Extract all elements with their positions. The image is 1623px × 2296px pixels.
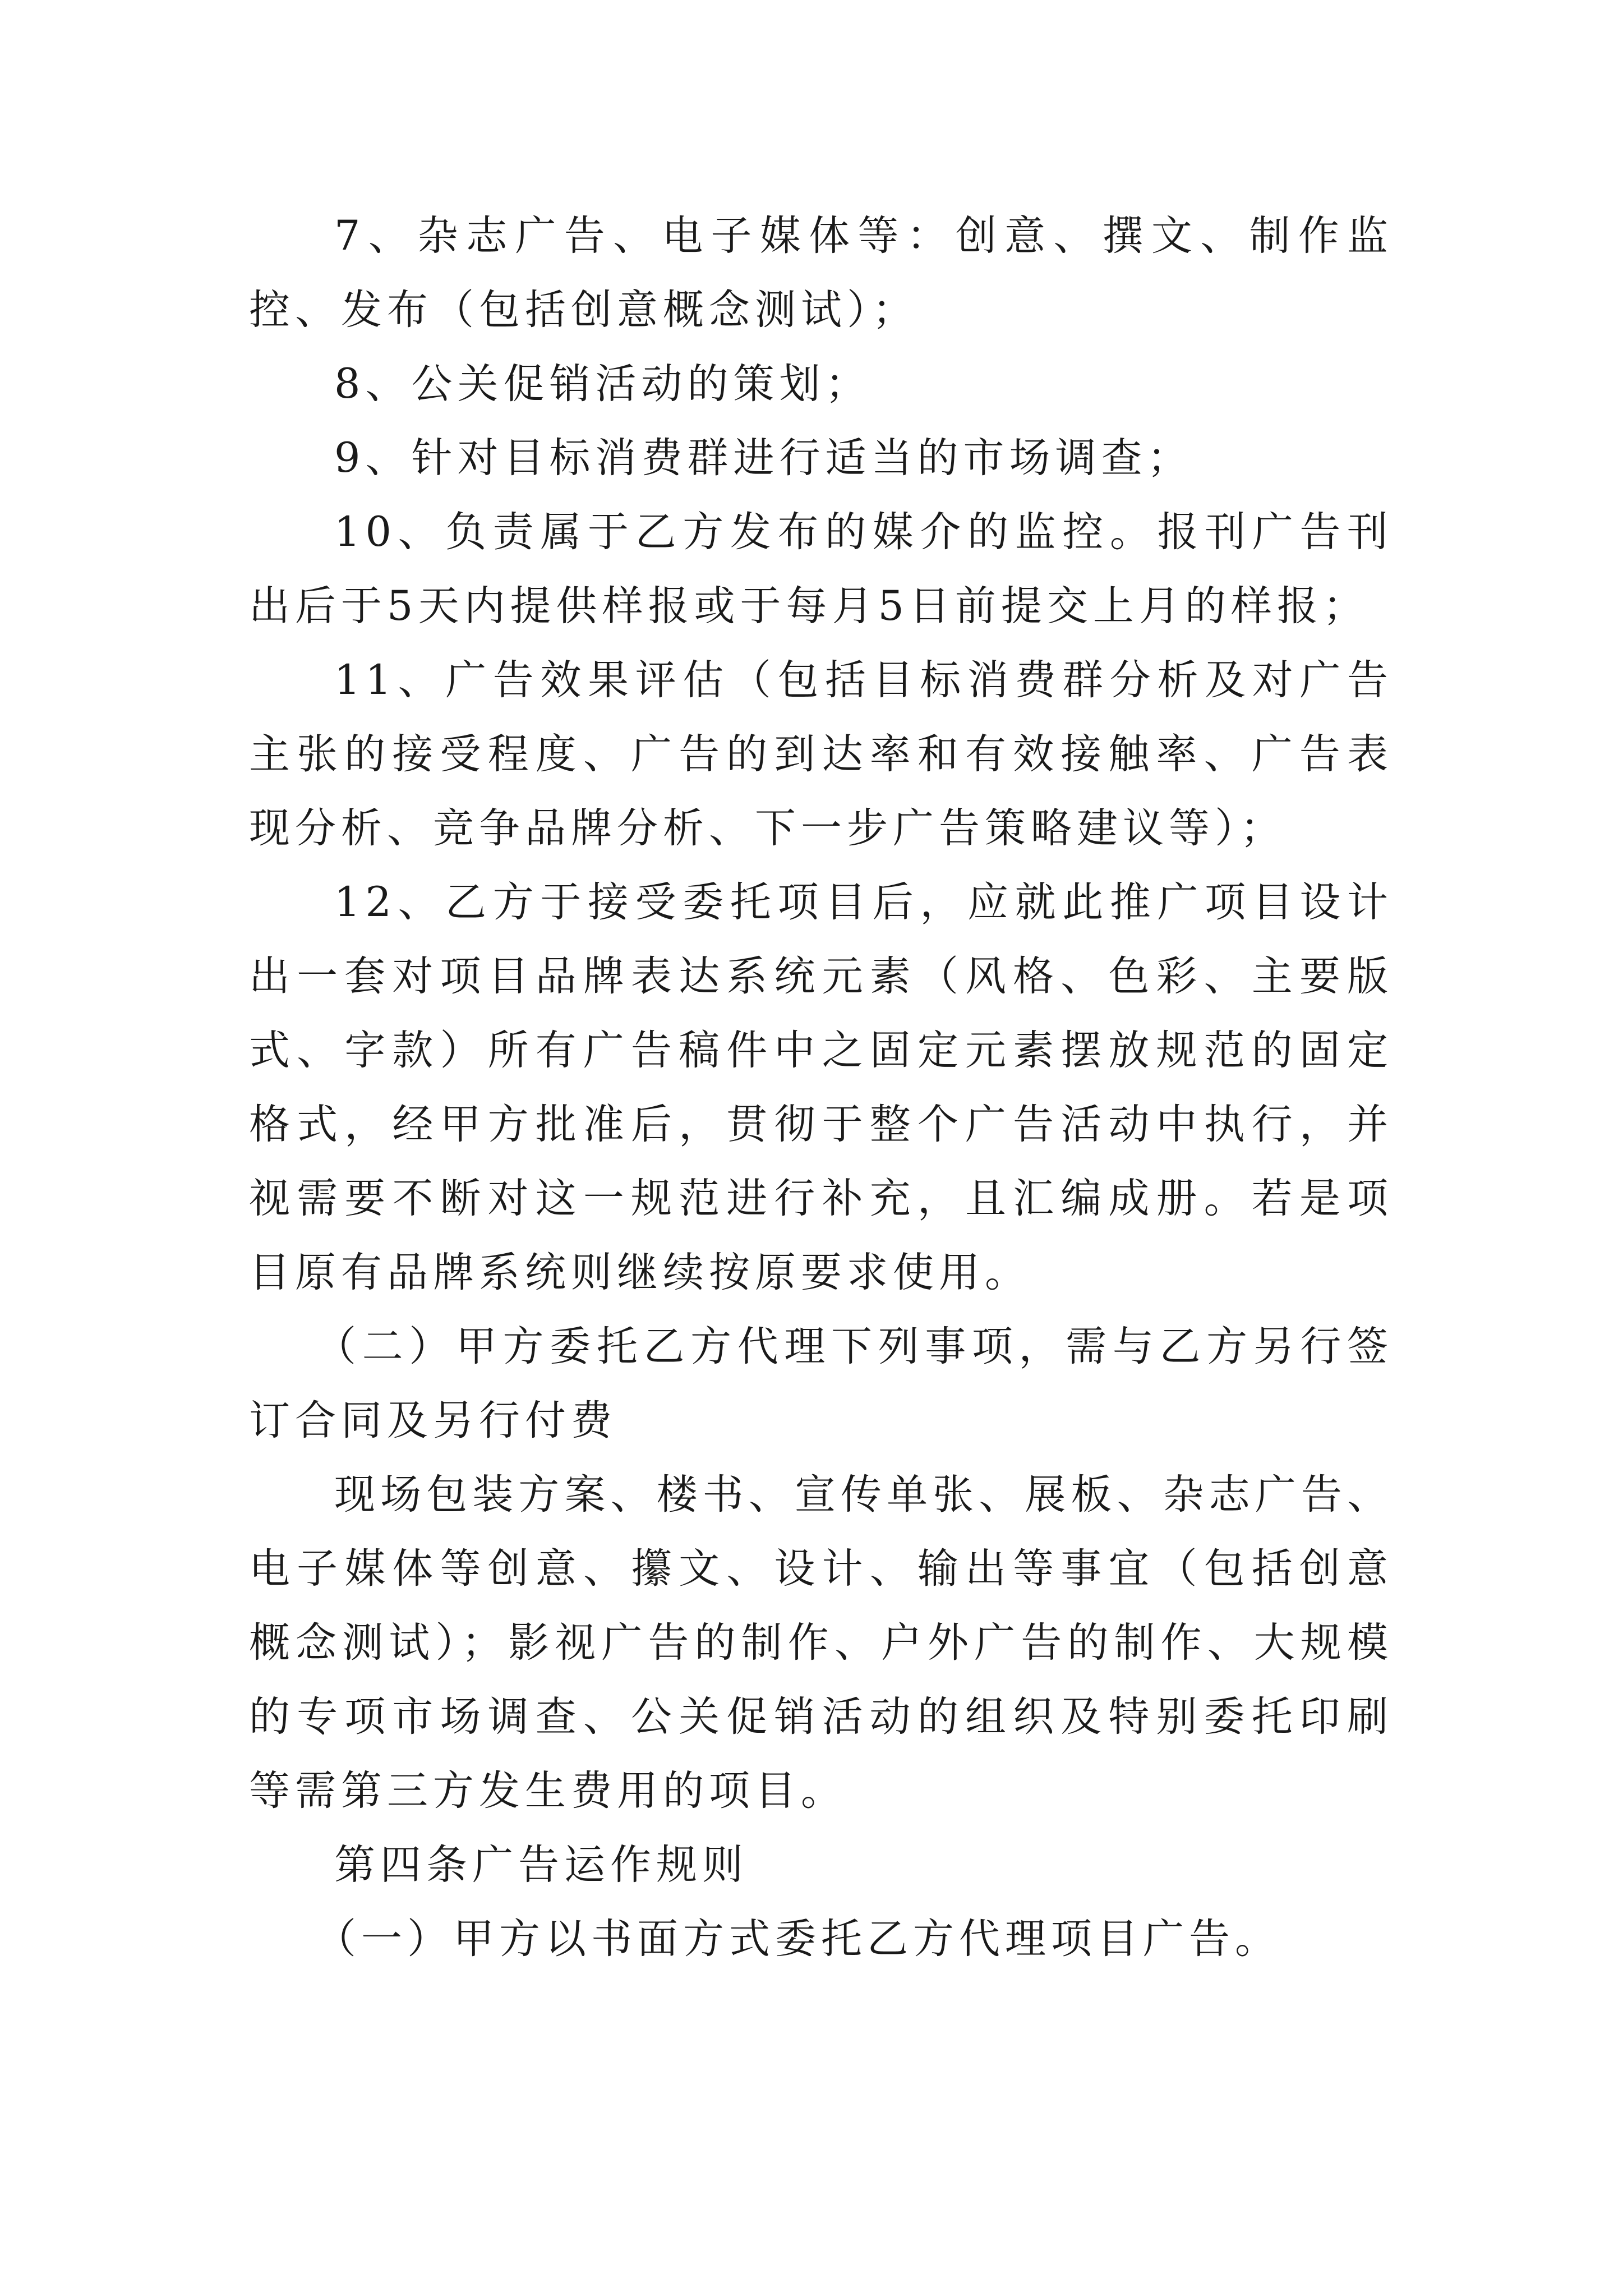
document-body [249, 199, 1393, 1976]
paragraph-item-8: 8、公关促销活动的策划； [334, 360, 872, 408]
paragraph-item-9: 9、针对目标消费群进行适当的市场调查； [334, 434, 1193, 482]
paragraph-item-10: 10、负责属于乙方发布的媒介的监控。报刊广告刊出后于5天内提供样报或于每月5日前提交上月的样报； [249, 508, 1393, 630]
paragraph-extra-services: 现场包装方案、楼书、宣传单张、展板、杂志广告、电子媒体等创意、攥文、设计、输出等事宜（包括创意概念测试）；影视广告的制作、户外广告的制作、大规模的专项市场调查、公关促销活动的组织及特别委托印刷等需第三方发生费用的项目。 [249, 1471, 1393, 1815]
section-heading-2: （二）甲方委托乙方代理下列事项，需与乙方另行签订合同及另行付费 [249, 1323, 1393, 1444]
clause-1: （一）甲方以书面方式委托乙方代理项目广告。 [315, 1915, 1281, 1963]
article-heading-4: 第四条广告运作规则 [334, 1841, 748, 1889]
paragraph-item-11: 11、广告效果评估（包括目标消费群分析及对广告主张的接受程度、广告的到达率和有效接触率、广告表现分析、竞争品牌分析、下一步广告策略建议等）； [249, 656, 1393, 852]
paragraph-item-12: 12、乙方于接受委托项目后，应就此推广项目设计出一套对项目品牌表达系统元素（风格、色彩、主要版式、字款）所有广告稿件中之固定元素摆放规范的固定格式，经甲方批准后，贯彻于整个广告活动中执行，并视需要不断对这一规范进行补充，且汇编成册。若是项目原有品牌系统则继续按原要求使用。 [249, 878, 1393, 1296]
paragraph-item-7: 7、杂志广告、电子媒体等：创意、撰文、制作监控、发布（包括创意概念测试）； [249, 212, 1393, 334]
